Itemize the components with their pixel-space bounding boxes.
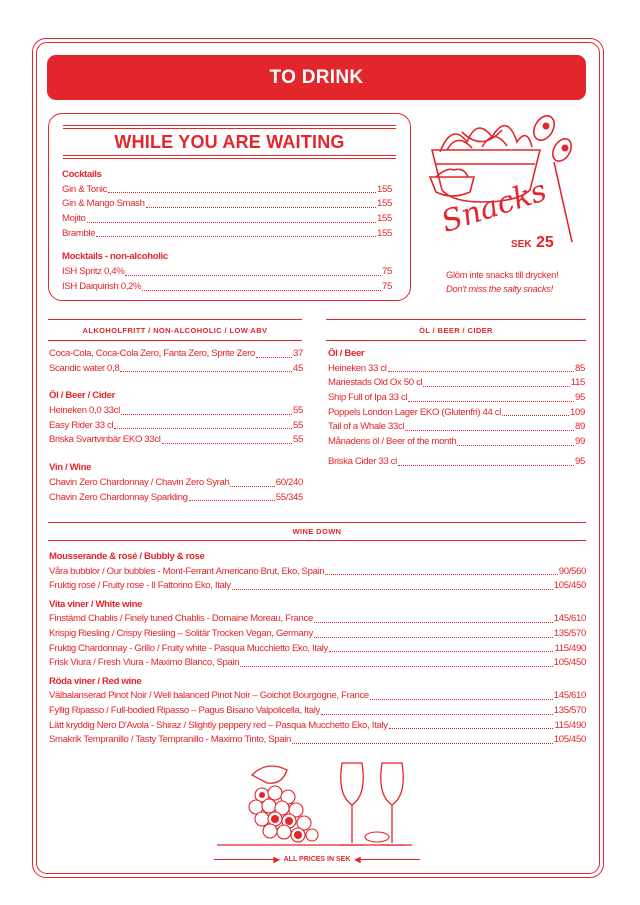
page-title: TO DRINK bbox=[269, 66, 364, 88]
menu-item bbox=[328, 455, 585, 470]
group-heading: Cocktails bbox=[62, 169, 102, 180]
dot-leader bbox=[96, 227, 376, 238]
dot-leader bbox=[423, 376, 569, 387]
item-price: 55 bbox=[293, 405, 303, 417]
item-price: 37 bbox=[293, 348, 303, 359]
footer bbox=[214, 856, 420, 863]
menu-item bbox=[328, 376, 585, 391]
snacks-price-value: 25 bbox=[536, 234, 554, 251]
dot-leader bbox=[120, 362, 292, 373]
menu-item bbox=[49, 565, 586, 580]
dot-leader bbox=[189, 491, 275, 502]
item-name: Ship Full of Ipa 33 cl bbox=[328, 392, 408, 404]
dot-leader bbox=[314, 627, 553, 638]
menu-item bbox=[328, 420, 585, 435]
menu-item bbox=[49, 362, 303, 377]
waiting-title: WHILE YOU ARE WAITING bbox=[114, 132, 345, 152]
item-price: 135/570 bbox=[553, 627, 586, 639]
menu-item bbox=[49, 347, 303, 362]
item-price: 85 bbox=[575, 362, 585, 374]
menu-group bbox=[328, 347, 585, 450]
item-price: 115/490 bbox=[554, 642, 586, 654]
menu-group bbox=[62, 168, 392, 241]
dot-leader bbox=[389, 719, 554, 730]
menu-item bbox=[62, 212, 392, 227]
menu-group bbox=[328, 455, 585, 470]
item-name: ISH Daiquirish 0,2% bbox=[62, 280, 142, 292]
item-name: Mojito bbox=[62, 213, 86, 225]
item-name: Frisk Viura / Fresh Viura - Maximo Blanco, Spain bbox=[49, 657, 240, 669]
divider bbox=[48, 540, 586, 541]
menu-item bbox=[49, 642, 586, 657]
dot-leader bbox=[457, 435, 574, 446]
arrow-right-icon: ▶ bbox=[214, 859, 278, 860]
item-name: Bramble bbox=[62, 227, 96, 239]
menu-item bbox=[49, 612, 586, 627]
group-heading: Öl / Beer / Cider bbox=[49, 390, 116, 402]
dot-leader bbox=[405, 420, 574, 431]
dot-leader bbox=[125, 265, 381, 276]
item-name: Easy Rider 33 cl bbox=[49, 419, 114, 431]
item-price: 99 bbox=[575, 436, 585, 448]
item-price: 105/450 bbox=[553, 734, 586, 746]
menu-item bbox=[49, 579, 586, 594]
item-price: 145/610 bbox=[553, 613, 586, 625]
item-price: 155 bbox=[377, 213, 392, 225]
menu-item bbox=[328, 406, 585, 421]
menu-item bbox=[62, 227, 392, 242]
item-price: 109 bbox=[570, 406, 585, 418]
dot-leader bbox=[114, 419, 292, 430]
group-heading: Vin / Wine bbox=[49, 462, 92, 474]
item-name: Coca-Cola, Coca-Cola Zero, Fanta Zero, Sprite Zero bbox=[49, 348, 255, 359]
group-heading: Vita viner / White wine bbox=[49, 598, 143, 610]
item-price: 135/570 bbox=[553, 704, 586, 716]
item-name: Fyllig Ripasso / Full-bodied Ripasso – Pagus Bisano Valpolicella, Italy bbox=[49, 704, 320, 716]
menu-item bbox=[62, 197, 392, 212]
item-name: Fruktig Chardonnay - Grillo / Fruity white - Pasqua Mucchietto Eko, Italy bbox=[49, 642, 328, 654]
item-name: Lätt kryddig Nero D'Avola - Shiraz / Slightly peppery red – Pasqua Mucchetto Eko, Italy bbox=[49, 719, 388, 731]
menu-group bbox=[49, 347, 303, 376]
item-price: 115 bbox=[570, 377, 585, 389]
menu-item bbox=[49, 627, 586, 642]
dot-leader bbox=[292, 733, 553, 744]
item-name: Våra bubblor / Our bubbles - Mont-Ferrant Americano Brut, Eko, Spain bbox=[49, 565, 325, 577]
divider bbox=[63, 125, 396, 129]
item-name: Smakrik Tempranillo / Tasty Tempranillo - Maximo Tinto, Spain bbox=[49, 734, 292, 746]
dot-leader bbox=[232, 579, 553, 590]
item-name: Briska Cider 33 cl bbox=[328, 456, 397, 468]
item-name: ISH Spritz 0,4% bbox=[62, 266, 125, 278]
menu-item bbox=[49, 656, 586, 671]
item-price: 105/450 bbox=[553, 657, 586, 669]
dot-leader bbox=[240, 656, 553, 667]
non-alcoholic-title: ALKOHOLFRITT / NON-ALCOHOLIC / LOW ABV bbox=[82, 326, 268, 335]
dot-leader bbox=[398, 455, 574, 466]
item-price: 55/345 bbox=[275, 491, 303, 503]
menu-item bbox=[49, 419, 303, 434]
menu-item bbox=[62, 183, 392, 198]
dot-leader bbox=[408, 391, 574, 402]
divider bbox=[326, 340, 586, 341]
item-price: 95 bbox=[575, 456, 585, 468]
divider bbox=[48, 319, 302, 320]
item-price: 75 bbox=[382, 266, 392, 278]
menu-group bbox=[49, 461, 303, 505]
item-price: 75 bbox=[382, 280, 392, 292]
grapes-and-glasses-illustration bbox=[212, 755, 422, 855]
dot-leader bbox=[329, 642, 554, 653]
dot-leader bbox=[121, 404, 292, 415]
item-price: 55 bbox=[293, 419, 303, 431]
item-price: 155 bbox=[377, 227, 392, 239]
menu-item bbox=[328, 391, 585, 406]
item-name: Finstämd Chablis / Finely tuned Chablis - Domaine Moreau, France bbox=[49, 613, 313, 625]
item-price: 155 bbox=[377, 198, 392, 210]
beer-list bbox=[328, 347, 585, 470]
menu-group bbox=[49, 389, 303, 448]
item-price: 45 bbox=[293, 362, 303, 374]
dot-leader bbox=[370, 689, 553, 700]
dot-leader bbox=[162, 433, 292, 444]
waiting-list bbox=[62, 168, 392, 295]
item-price: 89 bbox=[575, 421, 585, 433]
item-name: Fruktig rosé / Fruity rose - Il Fattorino Eko, Italy bbox=[49, 580, 231, 592]
item-price: 115/490 bbox=[554, 719, 586, 731]
item-name: Gin & Mango Smash bbox=[62, 198, 145, 210]
item-name: Heineken 33 cl bbox=[328, 362, 387, 374]
divider bbox=[48, 340, 302, 341]
menu-group bbox=[49, 598, 586, 671]
dot-leader bbox=[388, 362, 574, 373]
dot-leader bbox=[108, 183, 376, 194]
item-price: 105/450 bbox=[553, 580, 586, 592]
menu-item bbox=[49, 433, 303, 448]
item-name: Heineken 0,0 33cl bbox=[49, 405, 120, 417]
item-price: 95 bbox=[575, 392, 585, 404]
snacks-title: Snacks bbox=[437, 173, 551, 240]
item-name: Poppels London Lager EKO (Glutenfri) 44 cl bbox=[328, 406, 502, 418]
item-name: Chavin Zero Chardonnay Sparkling bbox=[49, 491, 188, 503]
item-price: 55 bbox=[293, 434, 303, 446]
menu-item bbox=[328, 362, 585, 377]
dot-leader bbox=[314, 612, 553, 623]
dot-leader bbox=[325, 565, 557, 576]
dot-leader bbox=[502, 406, 569, 417]
dot-leader bbox=[256, 347, 292, 358]
menu-item bbox=[49, 704, 586, 719]
arrow-left-icon: ◀ bbox=[356, 859, 420, 860]
snacks-price bbox=[511, 234, 554, 252]
dot-leader bbox=[87, 212, 377, 223]
menu-group bbox=[62, 250, 392, 294]
item-price: 145/610 bbox=[553, 690, 586, 702]
menu-item bbox=[49, 689, 586, 704]
menu-item bbox=[49, 491, 303, 506]
menu-item bbox=[62, 265, 392, 280]
menu-item bbox=[328, 435, 585, 450]
menu-item bbox=[49, 719, 586, 734]
snacks-note-en: Don't miss the salty snacks! bbox=[446, 283, 553, 294]
divider bbox=[48, 522, 586, 523]
dot-leader bbox=[142, 280, 381, 291]
wine-title: WINE DOWN bbox=[292, 527, 342, 536]
group-heading: Mousserande & rosé / Bubbly & rose bbox=[49, 551, 205, 562]
menu-group bbox=[49, 550, 586, 594]
menu-item bbox=[62, 280, 392, 295]
item-name: Välbalanserad Pinot Noir / Well balanced Pinot Noir – Goichot Bourgogne, France bbox=[49, 690, 369, 702]
group-heading: Röda viner / Red wine bbox=[49, 675, 142, 687]
item-name: Tail of a Whale 33cl bbox=[328, 421, 405, 433]
divider bbox=[326, 319, 586, 320]
item-name: Krispig Riesling / Crispy Riesling – Solitär Trocken Vegan, Germany bbox=[49, 627, 313, 639]
beer-title: ÖL / BEER / CIDER bbox=[419, 326, 493, 335]
item-price: 155 bbox=[377, 183, 392, 195]
dot-leader bbox=[321, 704, 553, 715]
menu-item bbox=[49, 733, 586, 748]
item-name: Briska Svartvinbär EKO 33cl bbox=[49, 434, 161, 446]
dot-leader bbox=[146, 197, 376, 208]
snacks-currency: SEK bbox=[511, 239, 532, 250]
menu-item bbox=[49, 476, 303, 491]
item-price: 90/560 bbox=[558, 565, 586, 577]
group-heading: Mocktails - non-alcoholic bbox=[62, 251, 168, 263]
item-name: Månadens öl / Beer of the month bbox=[328, 436, 457, 448]
item-name: Mariestads Old Ox 50 cl bbox=[328, 377, 423, 389]
snacks-note-sv: Glöm inte snacks till drycken! bbox=[446, 269, 559, 280]
group-heading: Öl / Beer bbox=[328, 348, 365, 359]
wine-list bbox=[49, 550, 586, 748]
item-name: Gin & Tonic bbox=[62, 183, 108, 195]
non-alcoholic-list bbox=[49, 347, 303, 505]
menu-item bbox=[49, 404, 303, 419]
page-title-bar bbox=[47, 55, 586, 100]
footer-note: ALL PRICES IN SEK bbox=[283, 856, 351, 863]
menu-group bbox=[49, 675, 586, 748]
item-name: Chavin Zero Chardonnay / Chavin Zero Syrah bbox=[49, 476, 230, 488]
item-price: 60/240 bbox=[275, 476, 303, 488]
divider bbox=[63, 155, 396, 159]
dot-leader bbox=[230, 476, 274, 487]
item-name: Scandic water 0,8 bbox=[49, 362, 120, 374]
